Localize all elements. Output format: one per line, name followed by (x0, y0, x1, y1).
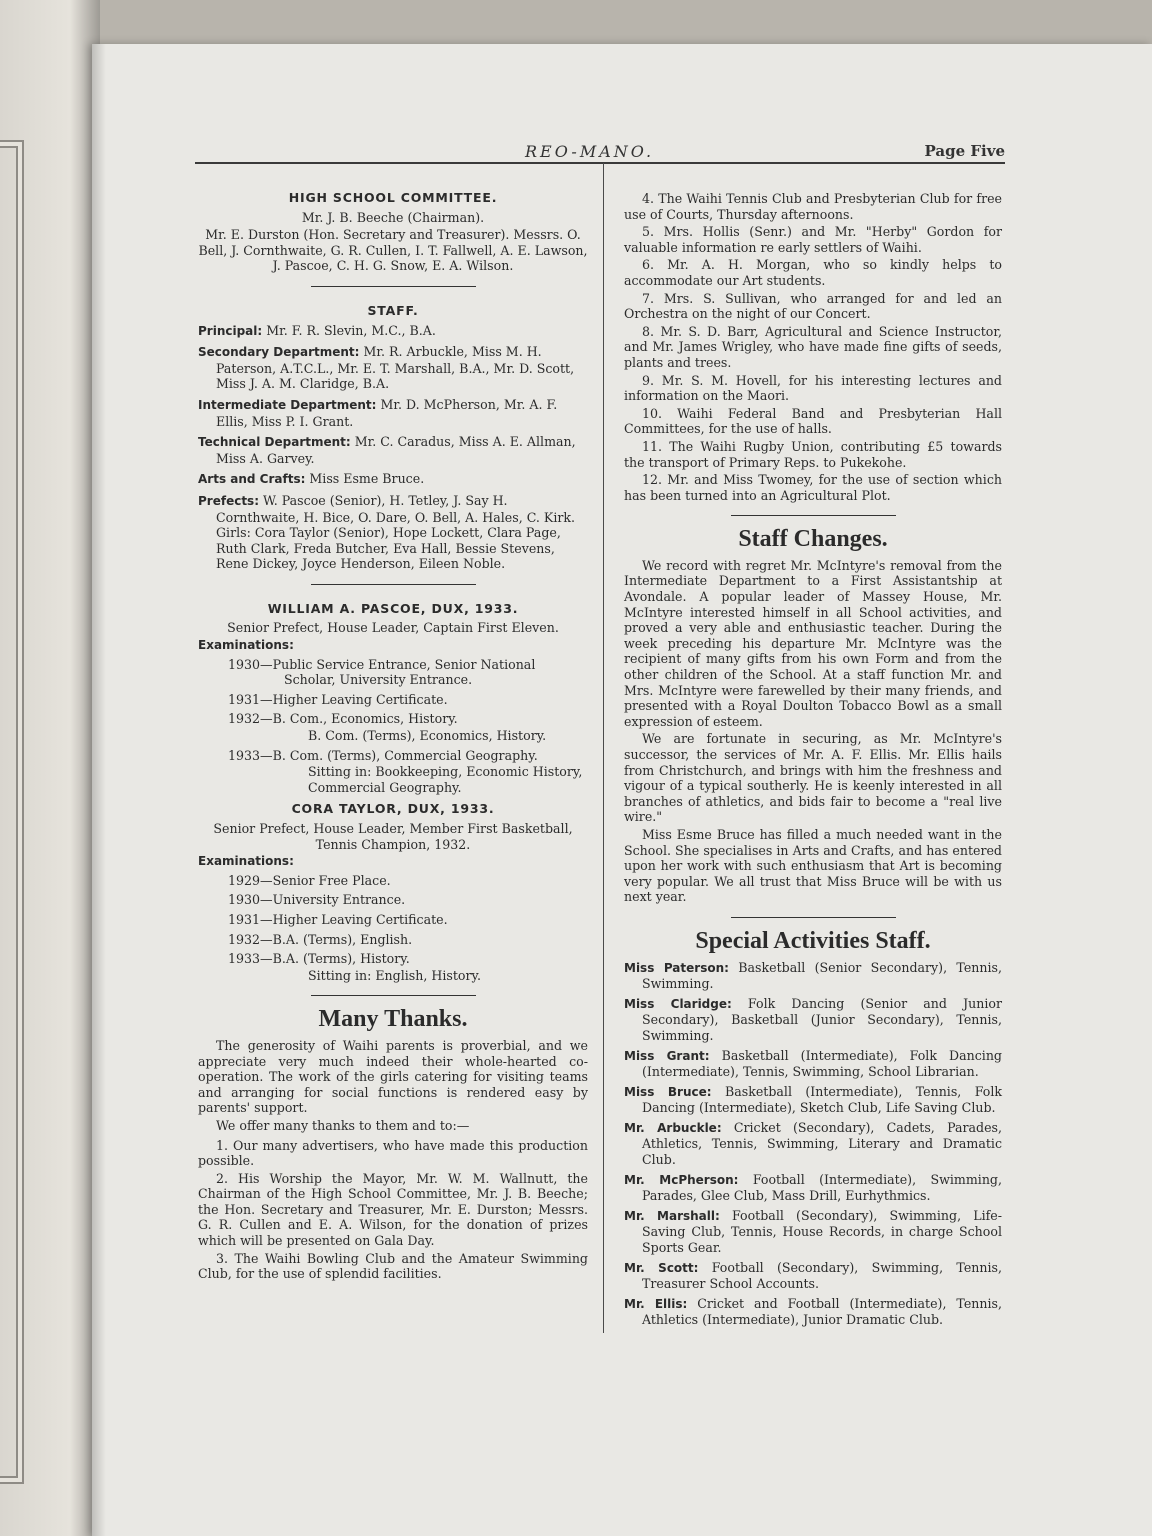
staff-entry: Prefects: W. Pascoe (Senior), H. Tetley, J. Say H. Cornthwaite, H. Bice, O. Dare, O. Bell, A. Hales, C. Kirk. Girls: Cora Taylor (Senior), Hope Lockett, Clara Page, Ruth Clark, Freda Butcher, Eva Hall, Bessie Stevens, Rene Dickey, Joyce Henderson, Eileen Noble. (198, 492, 576, 572)
staff-entry: Secondary Department: Mr. R. Arbuckle, Miss M. H. Paterson, A.T.C.L., Mr. E. T. Marshall, B.A., Mr. D. Scott, Miss J. A. M. Claridge, B.A. (198, 344, 575, 392)
thanks-item: 12. Mr. and Miss Twomey, for the use of section which has been turned into an Agricultural Plot. (624, 472, 1002, 503)
thanks-item: 10. Waihi Federal Band and Presbyterian Hall Committees, for the use of halls. (624, 405, 1002, 437)
activity-entry: Mr. Scott: Football (Secondary), Swimming, Tennis, Treasurer School Accounts. (624, 1259, 1003, 1292)
staff-changes-heading: Staff Changes. (738, 526, 888, 553)
section-rule (731, 917, 896, 918)
activity-entry: Miss Grant: Basketball (Intermediate), Folk Dancing (Intermediate), Tennis, Swimming, School Librarian. (624, 1047, 1002, 1080)
right-column (624, 191, 1002, 1332)
dux-pascoe-exams (198, 657, 588, 796)
thanks-item: 9. Mr. S. M. Hovell, for his interesting lectures and information on the Maori. (624, 372, 1002, 404)
thanks-item: 1. Our many advertisers, who have made this production possible. (198, 1137, 588, 1169)
thanks-item: 7. Mrs. S. Sullivan, who arranged for and led an Orchestra on the night of our Concert. (624, 290, 1002, 322)
publication-title: REO-MANO. (525, 142, 655, 161)
exam-entry: 1933—B.A. (Terms), History. (228, 951, 410, 967)
spine-shadow (92, 44, 106, 1536)
dux-taylor-desc: Senior Prefect, House Leader, Member First Basketball, Tennis Champion, 1932. (213, 821, 573, 852)
exam-entry: 1930—Public Service Entrance, Senior National Scholar, University Entrance. (228, 656, 536, 688)
dux-pascoe-exam-label: Examinations: (198, 638, 294, 653)
thanks-item: 8. Mr. S. D. Barr, Agricultural and Science Instructor, and Mr. James Wrigley, who have made fine gifts of seeds, plants and trees. (624, 323, 1002, 370)
thanks-item: 6. Mr. A. H. Morgan, who so kindly helps to accommodate our Art students. (624, 257, 1002, 288)
activity-entry: Mr. McPherson: Football (Intermediate), Swimming, Parades, Glee Club, Mass Drill, Eurhythmics. (624, 1171, 1003, 1204)
committee-chair: Mr. J. B. Beeche (Chairman). (301, 209, 485, 225)
exam-entry: 1933—B. Com. (Terms), Commercial Geography. (228, 747, 538, 763)
running-header (195, 140, 1005, 164)
page-number: Page Five (924, 142, 1005, 160)
staff-list (198, 323, 588, 572)
thanks-offer: We offer many thanks to them and to:— (216, 1117, 470, 1133)
exam-sub-entry: Sitting in: Bookkeeping, Economic History, Commercial Geography. (308, 764, 583, 795)
thanks-item: 2. His Worship the Mayor, Mr. W. M. Wallnutt, the Chairman of the High School Committee, Mr. J. B. Beeche; the Hon. Secretary and Treasurer, Mr. E. Durston; Messrs. G. R. Cullen and E. A. Wilson, for the donation of prizes which will be presented on Gala Day. (198, 1170, 588, 1249)
staff-changes-para: We record with regret Mr. McIntyre's removal from the Intermediate Department to a First Assistantship at Avondale. A popular leader of Massey House, Mr. McIntyre interested himself in all School activities, and proved a very able and enthusiastic teacher. During the week preceding his departure Mr. McIntyre was the recipient of many gifts from his own Form and from the other children of the School. At a staff function Mr. and Mrs. McIntyre were farewelled by their many friends, and presented with a Royal Doulton Tobacco Bowl as a small expression of esteem. (624, 557, 1002, 729)
activities-list (624, 960, 1002, 1328)
section-rule (731, 515, 896, 516)
thanks-item: 4. The Waihi Tennis Club and Presbyterian Club for free use of Courts, Thursday afternoons. (624, 191, 1002, 222)
activity-entry: Mr. Ellis: Cricket and Football (Intermediate), Tennis, Athletics (Intermediate), Junior Dramatic Club. (624, 1295, 1002, 1328)
committee-heading: HIGH SCHOOL COMMITTEE. (288, 190, 498, 205)
facing-page (0, 0, 100, 1536)
staff-entry: Intermediate Department: Mr. D. McPherson, Mr. A. F. Ellis, Miss P. I. Grant. (198, 396, 558, 429)
thanks-intro: The generosity of Waihi parents is proverbial, and we appreciate very much indeed their whole-hearted co-operation. The work of the girls catering for visiting teams and arranging for social functions is rendered easy by parents' support. (198, 1037, 588, 1116)
exam-entry: 1931—Higher Leaving Certificate. (228, 911, 448, 927)
activity-entry: Miss Paterson: Basketball (Senior Secondary), Tennis, Swimming. (624, 959, 1002, 992)
staff-heading: STAFF. (367, 302, 419, 318)
dux-pascoe-desc: Senior Prefect, House Leader, Captain First Eleven. (227, 620, 559, 636)
section-rule (311, 584, 476, 585)
dux-taylor-exams (198, 873, 588, 984)
staff-entry: Principal: Mr. F. R. Slevin, M.C., B.A. (198, 322, 436, 338)
column-divider (603, 163, 604, 1333)
exam-entry: 1931—Higher Leaving Certificate. (228, 691, 448, 707)
staff-entry: Technical Department: Mr. C. Caradus, Miss A. E. Allman, Miss A. Garvey. (198, 434, 576, 466)
exam-sub-entry: Sitting in: English, History. (308, 967, 481, 983)
activity-entry: Mr. Arbuckle: Cricket (Secondary), Cadets, Parades, Athletics, Tennis, Swimming, Literary and Dramatic Club. (624, 1119, 1002, 1168)
dux-taylor-heading: CORA TAYLOR, DUX, 1933. (291, 801, 495, 817)
staff-changes-para: Miss Esme Bruce has filled a much needed want in the School. She specialises in Arts and Crafts, and has entered upon her work with such enthusiasm that Art is becoming very popular. We all trust that Miss Bruce will be with us next year. (624, 826, 1002, 905)
special-activities-heading: Special Activities Staff. (695, 927, 931, 954)
activity-entry: Miss Claridge: Folk Dancing (Senior and Junior Secondary), Basketball (Junior Secondary), Tennis, Swimming. (624, 995, 1003, 1043)
many-thanks-heading: Many Thanks. (318, 1006, 468, 1033)
section-rule (311, 286, 476, 287)
dux-pascoe-heading: WILLIAM A. PASCOE, DUX, 1933. (267, 600, 519, 616)
exam-entry: 1932—B. Com., Economics, History. (228, 711, 458, 727)
exam-entry: 1930—University Entrance. (228, 892, 406, 908)
committee-members: Mr. E. Durston (Hon. Secretary and Treasurer). Messrs. O. Bell, J. Cornthwaite, G. R. Cullen, I. T. Fallwell, A. E. Lawson, J. Pascoe, C. H. G. Snow, E. A. Wilson. (198, 227, 588, 274)
activity-entry: Mr. Marshall: Football (Secondary), Swimming, Life-Saving Club, Tennis, House Records, in charge School Sports Gear. (624, 1207, 1002, 1256)
exam-entry: 1932—B.A. (Terms), English. (228, 931, 413, 947)
exam-entry: 1929—Senior Free Place. (228, 872, 391, 888)
thanks-item: 11. The Waihi Rugby Union, contributing £5 towards the transport of Primary Reps. to Pukekohe. (624, 438, 1002, 470)
activity-entry: Miss Bruce: Basketball (Intermediate), Tennis, Folk Dancing (Intermediate), Sketch Club, Life Saving Club. (624, 1083, 1002, 1116)
dux-taylor-exam-label: Examinations: (198, 854, 294, 869)
exam-sub-entry: B. Com. (Terms), Economics, History. (308, 728, 547, 744)
staff-entry: Arts and Crafts: Miss Esme Bruce. (198, 471, 425, 487)
section-rule (311, 995, 476, 996)
staff-changes-para: We are fortunate in securing, as Mr. McIntyre's successor, the services of Mr. A. F. Ellis. Mr. Ellis hails from Christchurch, and brings with him the freshness and vigour of a typical southerly. He is keenly interested in all branches of athletics, and bids fair to become a "real live wire." (624, 731, 1002, 825)
left-column (198, 190, 588, 1284)
thanks-item: 5. Mrs. Hollis (Senr.) and Mr. "Herby" Gordon for valuable information re early settlers of Waihi. (624, 224, 1002, 255)
facing-page-border (0, 140, 24, 1484)
thanks-item: 3. The Waihi Bowling Club and the Amateur Swimming Club, for the use of splendid facilities. (198, 1250, 588, 1282)
